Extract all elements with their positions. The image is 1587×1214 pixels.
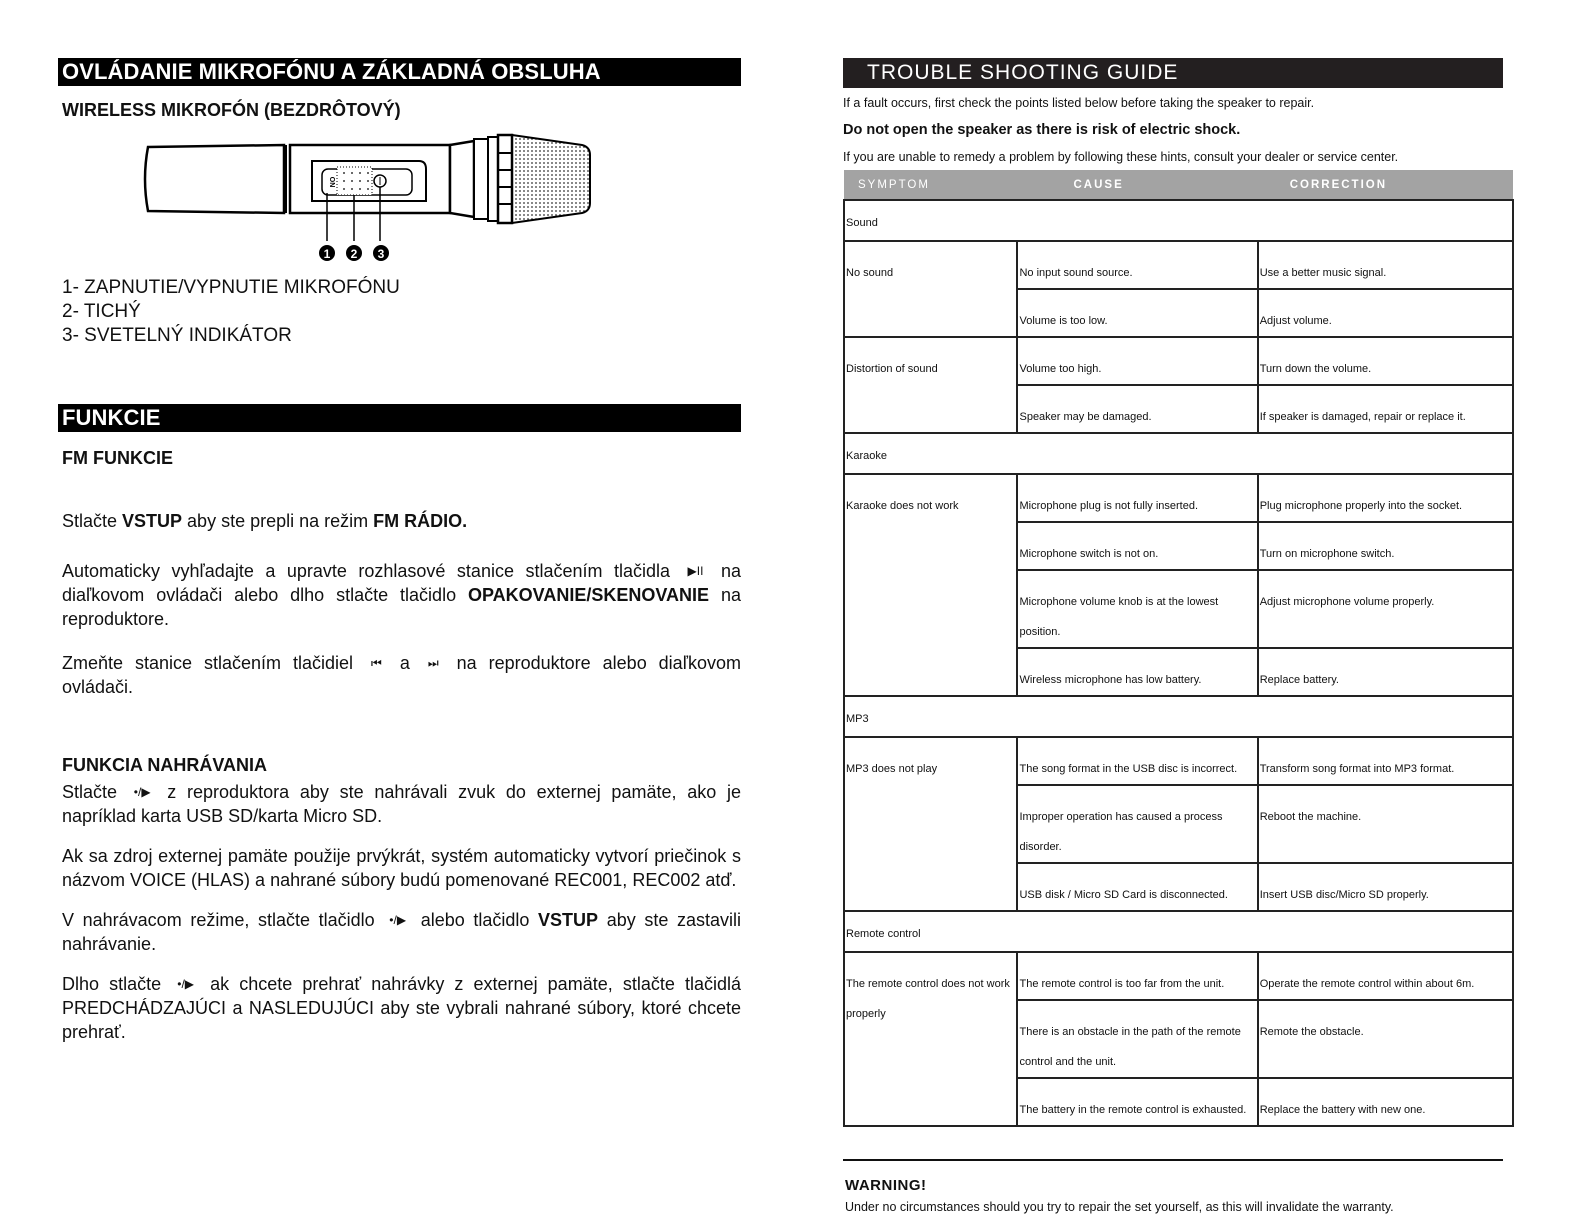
rec-paragraph-4: Dlho stlačte •/▶ ak chcete prehrať nahrávky z externej pamäte, stlačte tlačidlá PREDCHÁDZAJÚCI a NASLEDUJÚCI aby ste vybrali nahrané súbory, ktoré chcete prehrať. (62, 974, 741, 1042)
correction-cell: Use a better music signal. (1258, 241, 1513, 289)
fm-heading: FM FUNKCIE (62, 448, 173, 468)
warning-text: Under no circumstances should you try to repair the set yourself, as this will invalidate the warranty. (845, 1200, 1394, 1214)
cause-cell: USB disk / Micro SD Card is disconnected. (1017, 863, 1257, 911)
left-page (58, 58, 741, 1044)
cause-cell: Volume too high. (1017, 337, 1257, 385)
legend-item: 3- SVETELNÝ INDIKÁTOR (62, 325, 292, 346)
category-cell: Karaoke (844, 433, 1513, 474)
right-page (843, 58, 1514, 1214)
correction-cell: Replace battery. (1258, 648, 1513, 696)
category-cell: Sound (844, 200, 1513, 241)
callout-1 (319, 245, 335, 261)
cause-cell: Wireless microphone has low battery. (1017, 648, 1257, 696)
rec-paragraph-2: Ak sa zdroj externej pamäte použije prvýkrát, systém automaticky vytvorí priečinok s názvom VOICE (HLAS) a nahrané súbory budú pomenované REC001, REC002 atď. (62, 846, 741, 890)
record-play-icon: •/▶ (133, 785, 151, 799)
svg-text:3: 3 (377, 247, 385, 261)
symptom-cell: Karaoke does not work (844, 474, 1017, 696)
svg-text:1: 1 (323, 247, 331, 261)
section-title-mic-controls: OVLÁDANIE MIKROFÓNU A ZÁKLADNÁ OBSLUHA (58, 58, 741, 86)
correction-cell: Insert USB disc/Micro SD properly. (1258, 863, 1513, 911)
intro-note: If a fault occurs, first check the points listed below before taking the speaker to repair. (843, 96, 1315, 110)
fm-paragraph-2: Automaticky vyhľadajte a upravte rozhlasové stanice stlačením tlačidla ▶II na diaľkovom ovládači alebo dlho stlačte tlačidlo OPAKOVANIE/SKENOVANIE na reproduktore. (62, 561, 741, 629)
section-title-functions: FUNKCIE (58, 404, 741, 432)
header-symptom: SYMPTOM (844, 170, 1017, 200)
next-track-icon: ⏭ (427, 656, 439, 670)
legend-item: 2- TICHÝ (62, 301, 141, 322)
correction-cell: Adjust microphone volume properly. (1258, 570, 1513, 648)
svg-text:2: 2 (350, 247, 358, 261)
troubleshooting-title: TROUBLE SHOOTING GUIDE (843, 58, 1503, 88)
correction-cell: If speaker is damaged, repair or replace it. (1258, 385, 1513, 433)
correction-cell: Adjust volume. (1258, 289, 1513, 337)
cause-cell: Volume is too low. (1017, 289, 1257, 337)
category-row (844, 433, 1513, 474)
callout-3 (373, 245, 389, 261)
correction-cell: Replace the battery with new one. (1258, 1078, 1513, 1126)
correction-cell: Plug microphone properly into the socket. (1258, 474, 1513, 522)
microphone-illustration (134, 133, 604, 268)
recording-heading: FUNKCIA NAHRÁVANIA (62, 755, 267, 775)
troubleshooting-table (843, 170, 1514, 1127)
cause-cell: No input sound source. (1017, 241, 1257, 289)
cause-cell: Microphone plug is not fully inserted. (1017, 474, 1257, 522)
rec-paragraph-3: V nahrávacom režime, stlačte tlačidlo •/▶ alebo tlačidlo VSTUP aby ste zastavili nahrávanie. (62, 910, 742, 954)
cause-cell: The battery in the remote control is exhausted. (1017, 1078, 1257, 1126)
category-cell: MP3 (844, 696, 1513, 737)
table-row (844, 952, 1513, 1000)
symptom-cell: MP3 does not play (844, 737, 1017, 911)
cause-cell: The song format in the USB disc is incorrect. (1017, 737, 1257, 785)
cause-cell: There is an obstacle in the path of the remote control and the unit. (1017, 1000, 1257, 1078)
shock-warning-note: Do not open the speaker as there is risk of electric shock. (843, 122, 1241, 138)
table-row (844, 737, 1513, 785)
symptom-cell: No sound (844, 241, 1017, 337)
header-correction: CORRECTION (1258, 170, 1513, 200)
on-switch-label: ON (328, 176, 335, 188)
correction-cell: Turn down the volume. (1258, 337, 1513, 385)
header-cause: CAUSE (1017, 170, 1257, 200)
mic-legend (62, 276, 741, 348)
play-pause-icon: ▶II (687, 564, 704, 578)
previous-track-icon: ⏮ (371, 656, 382, 670)
symptom-cell: The remote control does not work properly (844, 952, 1017, 1126)
category-row (844, 696, 1513, 737)
correction-cell: Remote the obstacle. (1258, 1000, 1513, 1078)
correction-cell: Reboot the machine. (1258, 785, 1513, 863)
category-row (844, 911, 1513, 952)
mic-heading: WIRELESS MIKROFÓN (BEZDRÔTOVÝ) (62, 100, 401, 120)
table-body (844, 200, 1513, 1126)
dealer-note: If you are unable to remedy a problem by following these hints, consult your dealer or service center. (843, 150, 1399, 164)
cause-cell: Improper operation has caused a process disorder. (1017, 785, 1257, 863)
callout-2 (346, 245, 362, 261)
table-header-row (844, 170, 1513, 200)
fm-paragraph-3: Zmeňte stanice stlačením tlačidiel ⏮ a ⏭ na reproduktore alebo diaľkovom ovládači. (62, 653, 741, 697)
table-row (844, 241, 1513, 289)
record-play-icon: •/▶ (389, 913, 407, 927)
table-row (844, 337, 1513, 385)
legend-item: 1- ZAPNUTIE/VYPNUTIE MIKROFÓNU (62, 277, 400, 298)
cause-cell: Microphone switch is not on. (1017, 522, 1257, 570)
fm-paragraph-1: Stlačte VSTUP aby ste prepli na režim FM RÁDIO. (62, 511, 468, 531)
correction-cell: Operate the remote control within about 6m. (1258, 952, 1513, 1000)
category-row (844, 200, 1513, 241)
table-row (844, 474, 1513, 522)
correction-cell: Turn on microphone switch. (1258, 522, 1513, 570)
warning-title: WARNING! (845, 1177, 927, 1194)
correction-cell: Transform song format into MP3 format. (1258, 737, 1513, 785)
symptom-cell: Distortion of sound (844, 337, 1017, 433)
record-play-icon: •/▶ (177, 977, 195, 991)
divider (843, 1159, 1503, 1161)
microphone-diagram (134, 133, 604, 268)
rec-paragraph-1: Stlačte •/▶ z reproduktora aby ste nahrávali zvuk do externej pamäte, ako je napríklad karta USB SD/karta Micro SD. (62, 782, 741, 826)
cause-cell: Speaker may be damaged. (1017, 385, 1257, 433)
cause-cell: Microphone volume knob is at the lowest position. (1017, 570, 1257, 648)
category-cell: Remote control (844, 911, 1513, 952)
cause-cell: The remote control is too far from the unit. (1017, 952, 1257, 1000)
